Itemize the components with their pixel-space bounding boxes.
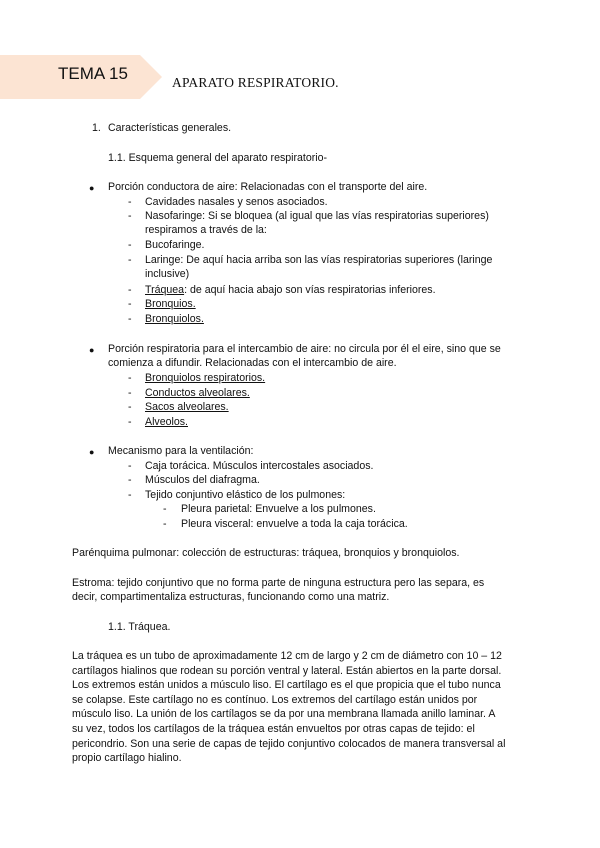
list-item: Caja torácica. Músculos intercostales asociados. xyxy=(145,460,374,472)
list-item: Nasofaringe: Si se bloquea (al igual que las vías respiratorias superiores) xyxy=(145,210,489,222)
section-number: 1. xyxy=(92,122,101,134)
dash-icon: - xyxy=(128,372,132,384)
paragraph-traquea-line: músculo liso. La unión de los cartílagos se da por una membrana llamada anillo laminar. A xyxy=(72,708,496,720)
bullet-icon: ● xyxy=(89,183,95,193)
sub-list-item: Pleura parietal: Envuelve a los pulmones. xyxy=(181,503,376,515)
dash-icon: - xyxy=(128,387,132,399)
traquea-link: Tráquea xyxy=(145,284,185,296)
dash-icon: - xyxy=(128,313,132,325)
dash-icon: - xyxy=(128,210,132,222)
paragraph-traquea-line: propio cartílago hialino. xyxy=(72,752,182,764)
list-item xyxy=(145,283,436,298)
list-item: Alveolos. xyxy=(145,416,188,428)
dash-icon: - xyxy=(128,401,132,413)
list-item: Bucofaringe. xyxy=(145,239,205,251)
dash-icon: - xyxy=(128,416,132,428)
traquea-desc: de aquí hacia abajo son vías respiratorias inferiores. xyxy=(189,284,436,296)
paragraph-traquea-line: La tráquea es un tubo de aproximadamente 12 cm de largo y 2 cm de diámetro con 10 – 12 xyxy=(72,650,502,662)
list-item: Bronquios. xyxy=(145,298,196,310)
dash-icon: - xyxy=(128,254,132,266)
sub-list-item: Pleura visceral: envuelve a toda la caja torácica. xyxy=(181,518,408,530)
dash-icon: - xyxy=(128,298,132,310)
dash-icon: - xyxy=(128,474,132,486)
paragraph-traquea-line: Los extremos están unidos a músculo liso. El cartílago es el que propicia que el tubo nunca xyxy=(72,679,501,691)
bullet-icon: ● xyxy=(89,345,95,355)
section-heading: Características generales. xyxy=(108,122,232,134)
list-item: Bronquiolos. xyxy=(145,313,204,325)
paragraph-traquea-line: pericondrio. Son una serie de capas de tejido conjuntivo colocados de manera transversal al xyxy=(72,738,506,750)
paragraph-parenquima: Parénquima pulmonar: colección de estructuras: tráquea, bronquios y bronquiolos. xyxy=(72,547,460,559)
bullet-text: Porción conductora de aire: Relacionadas con el transporte del aire. xyxy=(108,181,428,193)
paragraph-traquea-line: su vez, todos los cartílagos de la tráquea están envueltos por otras capas de tejido: el xyxy=(72,723,475,735)
list-item: Tejido conjuntivo elástico de los pulmones: xyxy=(145,489,346,501)
paragraph-estroma-line: decir, compartimentaliza estructuras, funcionando como una matriz. xyxy=(72,591,390,603)
paragraph-estroma-line: Estroma: tejido conjuntivo que no forma parte de ninguna estructura pero las separa, es xyxy=(72,577,485,589)
subsection-heading: 1.1. Tráquea. xyxy=(108,621,171,633)
bullet-text: Porción respiratoria para el intercambio de aire: no circula por él el eire, sino que se xyxy=(108,343,501,355)
dash-icon: - xyxy=(128,196,132,208)
list-item-continued: respiramos a través de la: xyxy=(145,224,267,236)
dash-icon: - xyxy=(128,239,132,251)
list-item: Cavidades nasales y senos asociados. xyxy=(145,196,328,208)
bullet-icon: ● xyxy=(89,447,95,457)
list-item: Conductos alveolares. xyxy=(145,387,250,399)
paragraph-traquea-line: cartílagos hialinos que rodean su porción ventral y lateral. Están abiertos en la parte dorsal. xyxy=(72,665,502,677)
dash-icon: - xyxy=(163,503,167,515)
bullet-text: Mecanismo para la ventilación: xyxy=(108,445,254,457)
dash-icon: - xyxy=(163,518,167,530)
bullet-text-continued: comienza a difundir. Relacionadas con el intercambio de aire. xyxy=(108,357,397,369)
tema-label: TEMA 15 xyxy=(58,64,128,83)
dash-icon: - xyxy=(128,489,132,501)
header-banner-arrow xyxy=(140,55,162,99)
list-item-continued: inclusive) xyxy=(145,268,190,280)
dash-icon: - xyxy=(128,284,132,296)
dash-icon: - xyxy=(128,460,132,472)
list-item: Sacos alveolares. xyxy=(145,401,229,413)
list-item: Laringe: De aquí hacia arriba son las vías respiratorias superiores (laringe xyxy=(145,254,493,266)
paragraph-traquea-line: se colapse. Este cartílago no es contínuo. Los extremos del cartílago están unidos por xyxy=(72,694,478,706)
page-title: APARATO RESPIRATORIO. xyxy=(172,75,339,90)
subsection-heading: 1.1. Esquema general del aparato respiratorio- xyxy=(108,152,328,164)
list-item: Músculos del diafragma. xyxy=(145,474,260,486)
colon-text: : xyxy=(184,284,190,296)
list-item: Bronquiolos respiratorios. xyxy=(145,372,266,384)
